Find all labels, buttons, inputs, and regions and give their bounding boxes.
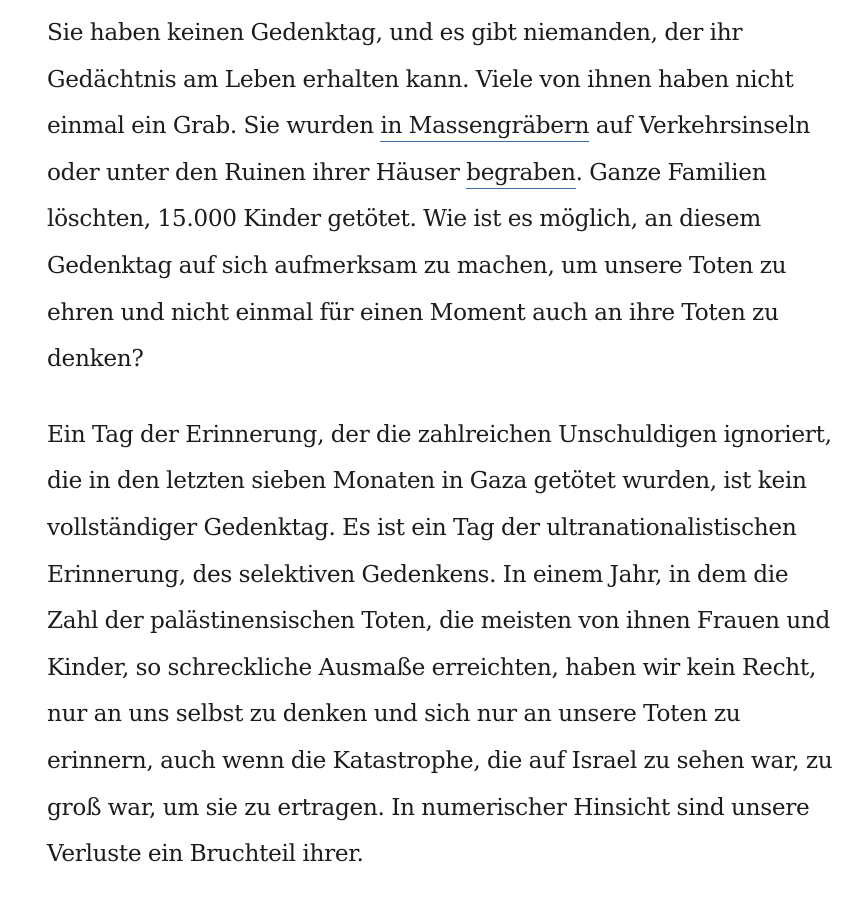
paragraph-1-text-b: auf Verkehrsinseln oder unter den Ruinen ihrer Häuser: [47, 112, 810, 186]
article-body: [47, 10, 837, 878]
paragraph-2: Ein Tag der Erinnerung, der die zahlreichen Unschuldigen ignoriert, die in den letzten sieben Monaten in Gaza getötet wurden, ist kein vollständiger Gedenktag. Es ist ein Tag der ultranationalistischen Erinnerung, des selektiven Gedenkens. In einem Jahr, in dem die Zahl der palästinensischen Toten, die meisten von ihnen Frauen und Kinder, so schreckliche Ausmaße erreichten, haben wir kein Recht, nur an uns selbst zu denken und sich nur an unsere Toten zu erinnern, auch wenn die Katastrophe, die auf Israel zu sehen war, zu groß war, um sie zu ertragen. In numerischer Hinsicht sind unsere Verluste ein Bruchteil ihrer.: [47, 420, 833, 868]
paragraph-1-text-a: Sie haben keinen Gedenktag, und es gibt niemanden, der ihr Gedächtnis am Leben erhalten kann. Viele von ihnen haben nicht einmal ein Grab. Sie wurden: [47, 19, 794, 140]
paragraph-1: [47, 10, 837, 383]
paragraph-1-text-c: . Ganze Familien löschten, 15.000 Kinder getötet. Wie ist es möglich, an diesem Gedenktag auf sich aufmerksam zu machen, um unsere Toten zu ehren und nicht einmal für einen Moment auch an ihre Toten zu denken?: [47, 158, 787, 373]
link-mass-graves[interactable]: in Massengräbern: [380, 112, 589, 142]
link-buried[interactable]: begraben: [466, 159, 575, 189]
